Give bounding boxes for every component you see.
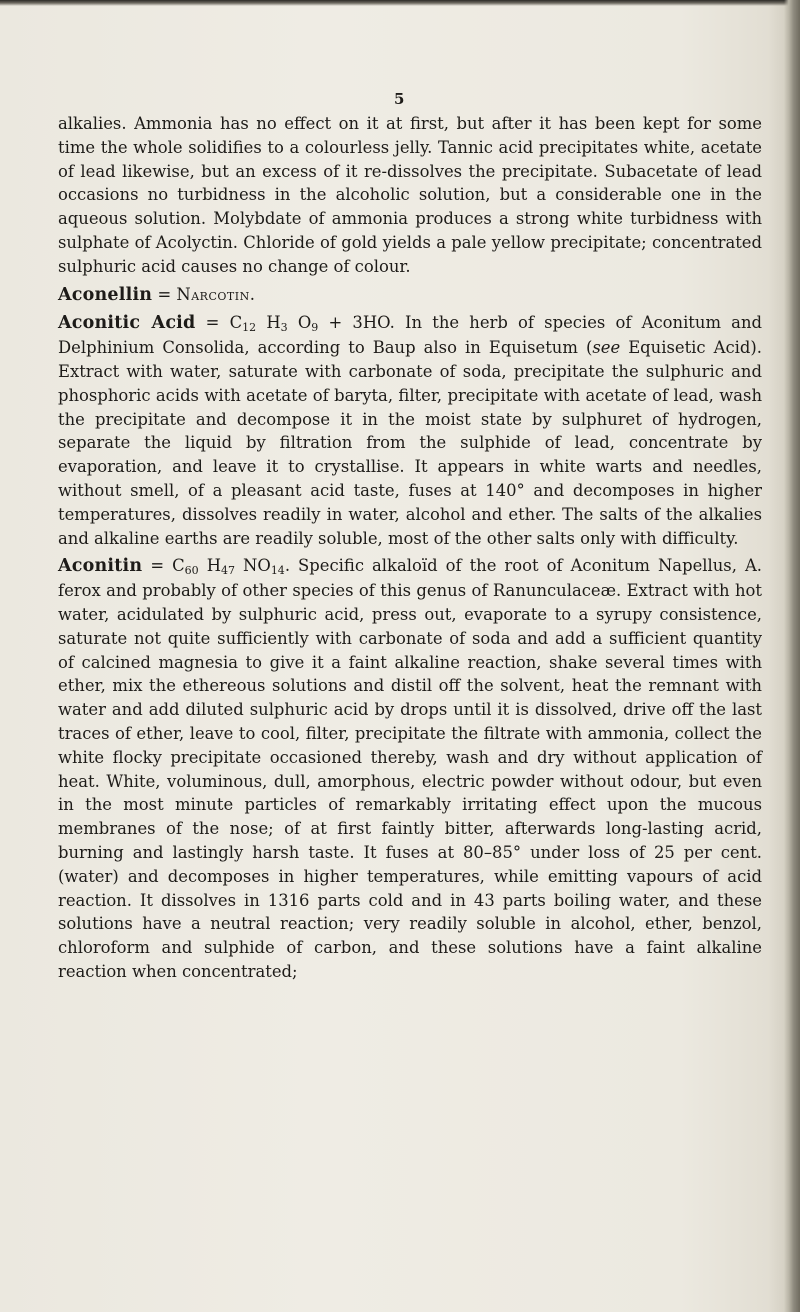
- page-body: [58, 112, 762, 984]
- headword-aconitic-acid: Aconitic Acid: [58, 313, 196, 334]
- formula-part: H: [256, 313, 281, 333]
- formula-subscript: 3: [280, 321, 288, 335]
- synonym-narcotin: Narcotin.: [176, 284, 256, 304]
- formula-subscript: 12: [242, 321, 257, 335]
- formula-part: + 3HO.: [318, 313, 395, 333]
- entry-text: . Specific alkaloïd of the root of Aconitum Napellus, A. ferox and probably of other species of this genus of Ranunculaceæ. Extract with hot water, acidulated by sulphuric acid, press out, evaporate to a syrupy consistence, saturate not quite sufficiently with carbonate of soda and add a sufficient quantity of calcined magnesia to give it a faint alkaline reaction, shake several times with ether, mix the ethereous solutions and distil off the solvent, heat the remnant with water and add diluted sulphuric acid by drops until it is dissolved, drive off the last traces of ether, leave to cool, filter, precipitate the filtrate with ammonia, collect the white flocky precipitate occasioned thereby, wash and dry without application of heat. White, voluminous, dull, amorphous, electric powder without odour, but even in the most minute particles of remarkably irritating effect upon the mucous membranes of the nose; of at first faintly bitter, afterwards long-lasting acrid, burning and lastingly harsh taste. It fuses at 80–85° under loss of 25 per cent. (water) and decomposes in higher temperatures, while emitting vapours of acid reaction. It dissolves in 1316 parts cold and in 43 parts boiling water, and these solutions have a neutral reaction; very readily soluble in alcohol, ether, benzol, chloroform and sulphide of carbon, and these solutions have a faint alkaline reaction when concentrated;: [58, 556, 762, 981]
- headword-aconitin: Aconitin: [58, 556, 143, 577]
- headword-aconellin: Aconellin: [58, 284, 153, 305]
- entry-aconitic-acid: [58, 311, 762, 550]
- top-edge-shadow: [0, 0, 800, 6]
- cross-reference-see: see: [592, 338, 621, 358]
- formula-subscript: 60: [184, 564, 199, 578]
- page-number: 5: [394, 90, 405, 108]
- formula-part: NO: [235, 556, 271, 576]
- formula-subscript: 47: [221, 564, 235, 578]
- entry-text: Equisetic Acid). Extract with water, saturate with carbonate of soda, precipitate the sulphuric and phosphoric acids with acetate of baryta, filter, precipitate with acetate of lead, wash the precipitate and decompose it in the moist state by sulphuret of hydrogen, separate the liquid by filtration from the sulphide of lead, concentrate by evaporation, and leave it to crystallise. It appears in white warts and needles, without smell, of a pleasant acid taste, fuses at 140° and decomposes in higher temperatures, dissolves readily in water, alcohol and ether. The salts of the alkalies and alkaline earths are readily soluble, most of the other salts only with difficulty.: [58, 338, 762, 548]
- equals-sign: =: [152, 284, 177, 304]
- formula-part: H: [198, 556, 221, 576]
- formula-subscript: 14: [270, 564, 285, 578]
- entry-aconitin: [58, 554, 762, 983]
- paragraph-intro: alkalies. Ammonia has no effect on it at first, but after it has been kept for some time the whole solidifies to a colourless jelly. Tannic acid precipitates white, acetate of lead likewise, but an excess of it re-dissolves the precipitate. Subacetate of lead occasions no turbidness in the alcoholic solution, but a considerable one in the aqueous solution. Molybdate of ammonia produces a strong white turbidness with sulphate of Acolyctin. Chloride of gold yields a pale yellow precipitate; concentrated sulphuric acid causes no change of colour.: [58, 114, 762, 276]
- formula-part: O: [287, 313, 312, 333]
- entry-text: In the herb of species of Aconitum and Delphinium Consolida, according to Baup also in Equisetum (: [58, 313, 763, 358]
- formula-part: = C: [142, 556, 185, 576]
- page-edge: [784, 0, 800, 1312]
- formula-part: = C: [195, 313, 243, 333]
- formula-subscript: 9: [311, 321, 319, 335]
- entry-aconellin: [58, 283, 762, 308]
